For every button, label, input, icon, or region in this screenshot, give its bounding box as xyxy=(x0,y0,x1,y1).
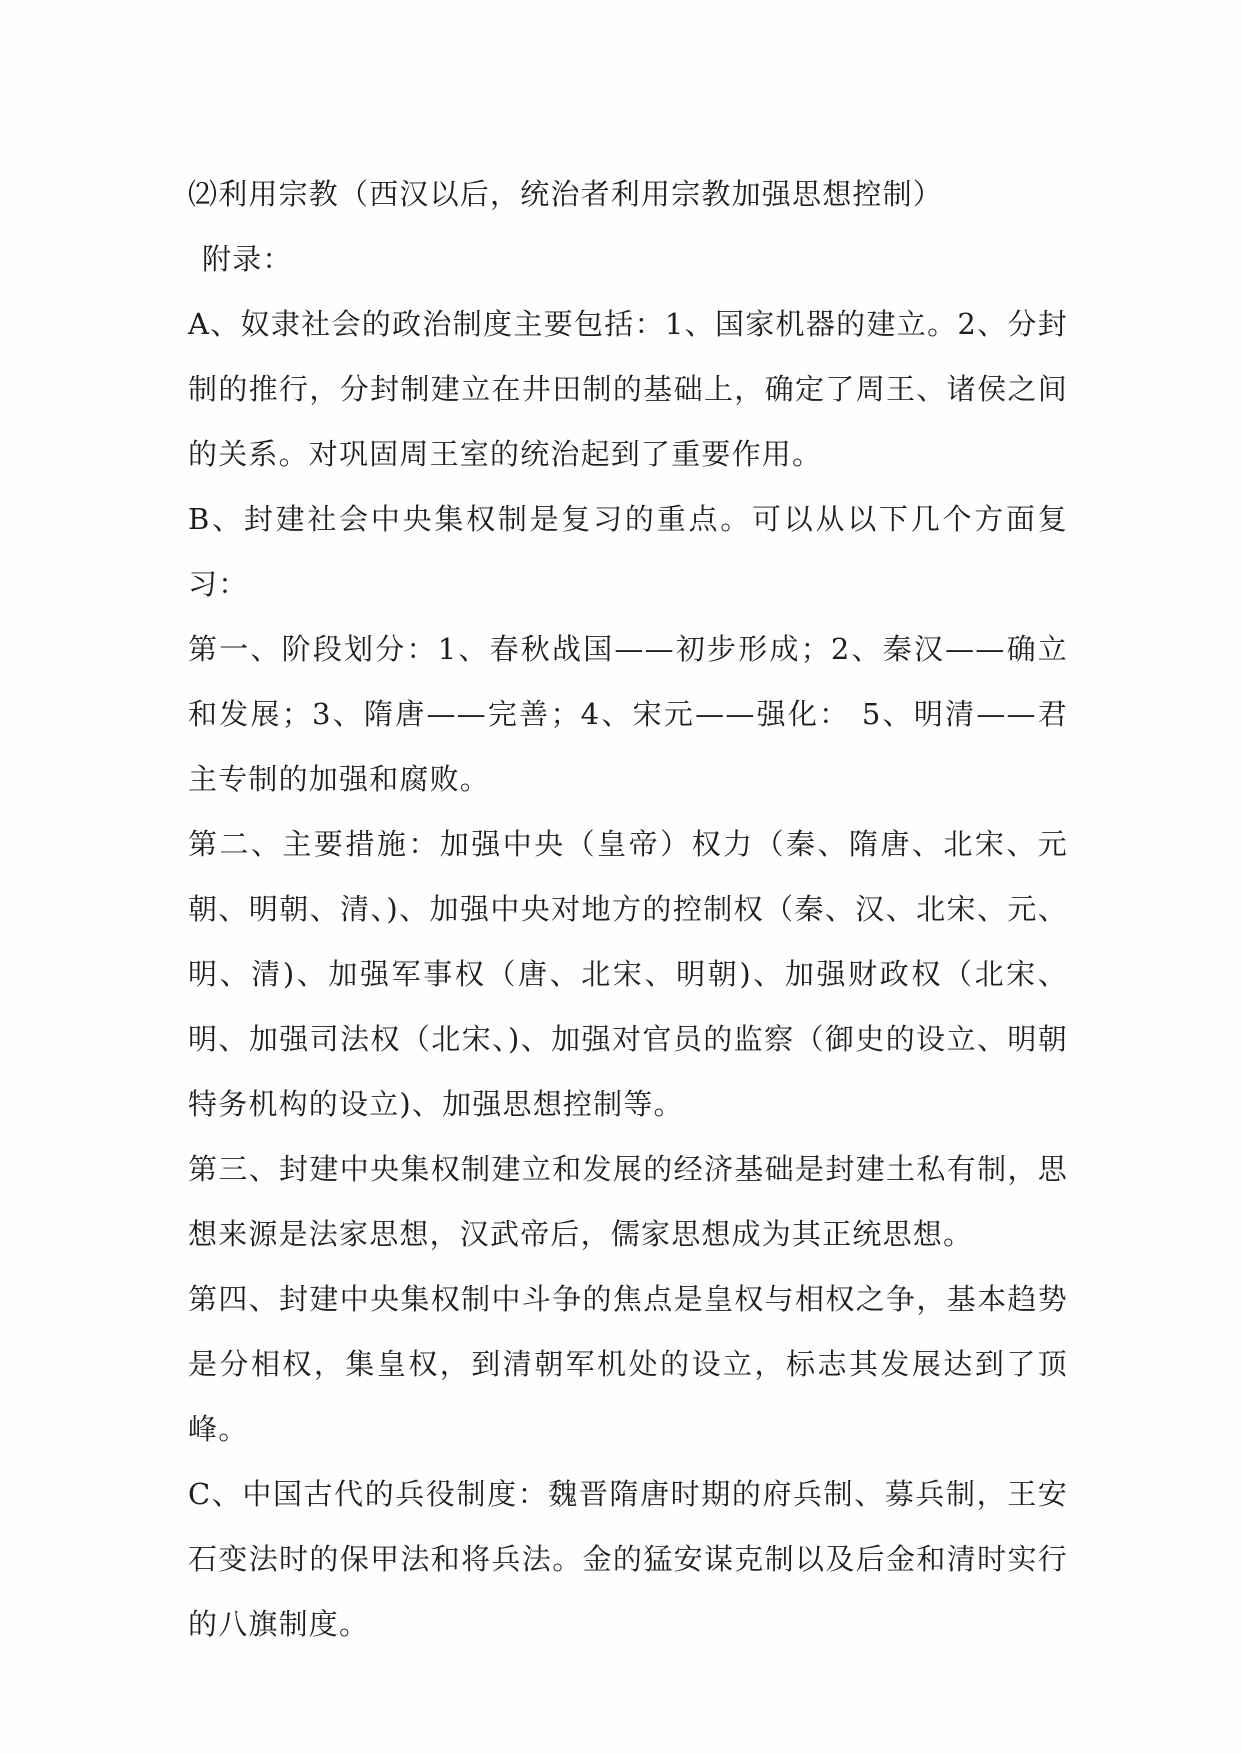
paragraph-fourth-struggle: 第四、封建中央集权制中斗争的焦点是皇权与相权之争，基本趋势是分相权，集皇权，到清朝军机处的设立，标志其发展达到了顶峰。 xyxy=(188,1282,1068,1446)
document-body xyxy=(188,162,1068,1657)
appendix-heading: 附录： xyxy=(202,242,293,276)
paragraph-religion: ⑵利用宗教（西汉以后，统治者利用宗教加强思想控制） xyxy=(188,177,944,211)
paragraph-second-measures: 第二、主要措施：加强中央（皇帝）权力（秦、隋唐、北宋、元朝、明朝、清、)、加强中央对地方的控制权（秦、汉、北宋、元、明、清)、加强军事权（唐、北宋、明朝)、加强财政权（北宋、明、加强司法权（北宋、)、加强对官员的监察（御史的设立、明朝特务机构的设立)、加强思想控制等。 xyxy=(188,827,1068,1121)
paragraph-b-centralization: B、封建社会中央集权制是复习的重点。可以从以下几个方面复习： xyxy=(188,502,1068,601)
paragraph-third-basis: 第三、封建中央集权制建立和发展的经济基础是封建土私有制，思想来源是法家思想，汉武帝后，儒家思想成为其正统思想。 xyxy=(188,1152,1068,1251)
paragraph-first-stages: 第一、阶段划分：1、春秋战国——初步形成；2、秦汉——确立和发展；3、隋唐——完善；4、宋元——强化： 5、明清——君主专制的加强和腐败。 xyxy=(188,632,1068,796)
paragraph-a-slave-society: A、奴隶社会的政治制度主要包括：1、国家机器的建立。2、分封制的推行，分封制建立在井田制的基础上，确定了周王、诸侯之间的关系。对巩固周王室的统治起到了重要作用。 xyxy=(188,307,1068,471)
paragraph-c-military: C、中国古代的兵役制度：魏晋隋唐时期的府兵制、募兵制，王安石变法时的保甲法和将兵法。金的猛安谋克制以及后金和清时实行的八旗制度。 xyxy=(188,1477,1068,1641)
